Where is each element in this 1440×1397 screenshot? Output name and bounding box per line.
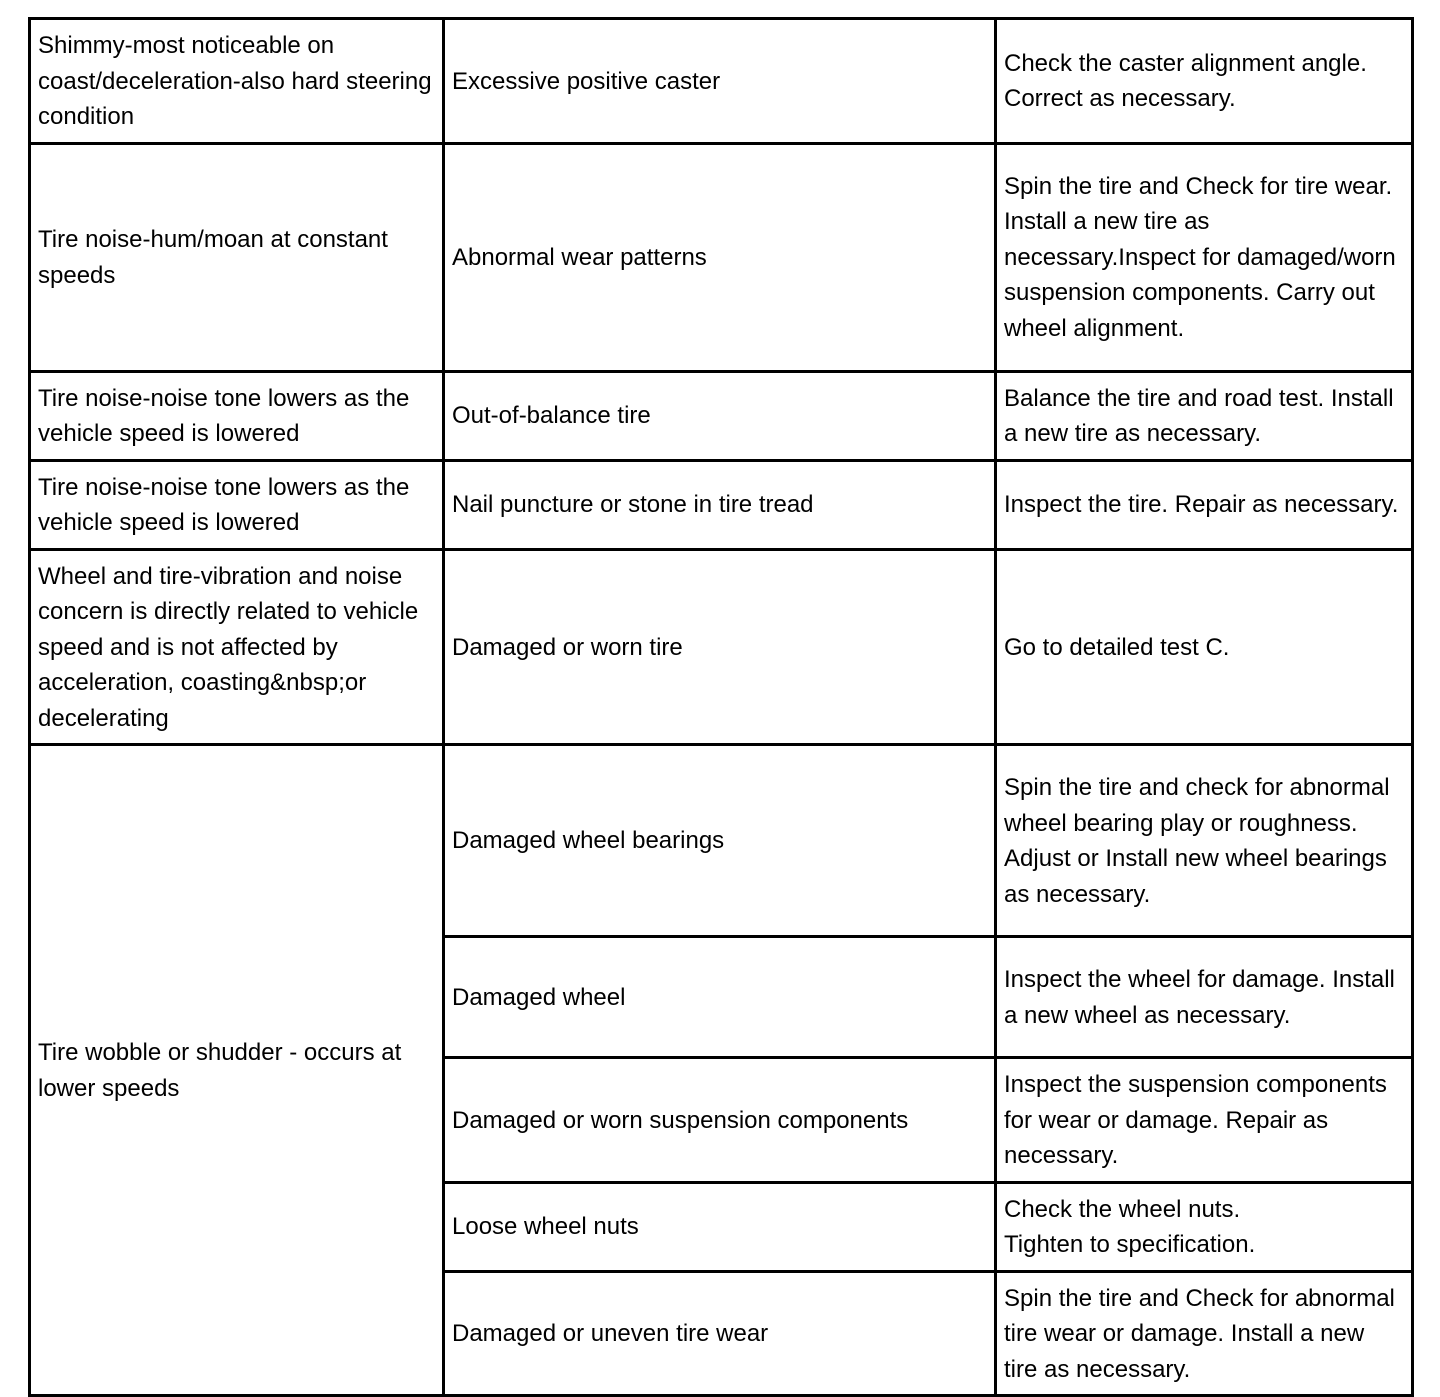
cause-cell: Damaged or worn suspension components [444, 1058, 996, 1183]
action-cell: Inspect the wheel for damage. Install a new wheel as necessary. [996, 937, 1413, 1058]
action-cell: Inspect the tire. Repair as necessary. [996, 460, 1413, 549]
action-cell: Check the wheel nuts. Tighten to specification. [996, 1182, 1413, 1271]
cause-cell: Damaged or worn tire [444, 549, 996, 745]
condition-cell: Tire noise-noise tone lowers as the vehicle speed is lowered [30, 460, 444, 549]
condition-cell: Shimmy-most noticeable on coast/deceleration-also hard steering condition [30, 19, 444, 144]
table-row [30, 745, 1413, 937]
cause-cell: Excessive positive caster [444, 19, 996, 144]
action-cell: Spin the tire and Check for abnormal tire wear or damage. Install a new tire as necessary. [996, 1271, 1413, 1396]
table-row [30, 143, 1413, 371]
action-cell: Inspect the suspension components for wear or damage. Repair as necessary. [996, 1058, 1413, 1183]
action-cell: Spin the tire and Check for tire wear. Install a new tire as necessary.Inspect for damaged/worn suspension components. Carry out wheel alignment. [996, 143, 1413, 371]
diagnosis-table [28, 17, 1414, 1397]
cause-cell: Abnormal wear patterns [444, 143, 996, 371]
condition-cell: Tire noise-hum/moan at constant speeds [30, 143, 444, 371]
cause-cell: Damaged wheel [444, 937, 996, 1058]
condition-cell: Tire noise-noise tone lowers as the vehicle speed is lowered [30, 371, 444, 460]
table-row [30, 549, 1413, 745]
action-cell: Spin the tire and check for abnormal wheel bearing play or roughness. Adjust or Install new wheel bearings as necessary. [996, 745, 1413, 937]
cause-cell: Damaged wheel bearings [444, 745, 996, 937]
cause-cell: Out-of-balance tire [444, 371, 996, 460]
table-row [30, 460, 1413, 549]
action-cell: Check the caster alignment angle. Correct as necessary. [996, 19, 1413, 144]
cause-cell: Loose wheel nuts [444, 1182, 996, 1271]
table-row [30, 19, 1413, 144]
action-cell: Balance the tire and road test. Install a new tire as necessary. [996, 371, 1413, 460]
table-row [30, 371, 1413, 460]
cause-cell: Damaged or uneven tire wear [444, 1271, 996, 1396]
cause-cell: Nail puncture or stone in tire tread [444, 460, 996, 549]
condition-cell: Wheel and tire-vibration and noise concern is directly related to vehicle speed and is not affected by acceleration, coasting&nbsp;or decelerating [30, 549, 444, 745]
action-cell: Go to detailed test C. [996, 549, 1413, 745]
condition-cell: Tire wobble or shudder - occurs at lower speeds [30, 745, 444, 1396]
